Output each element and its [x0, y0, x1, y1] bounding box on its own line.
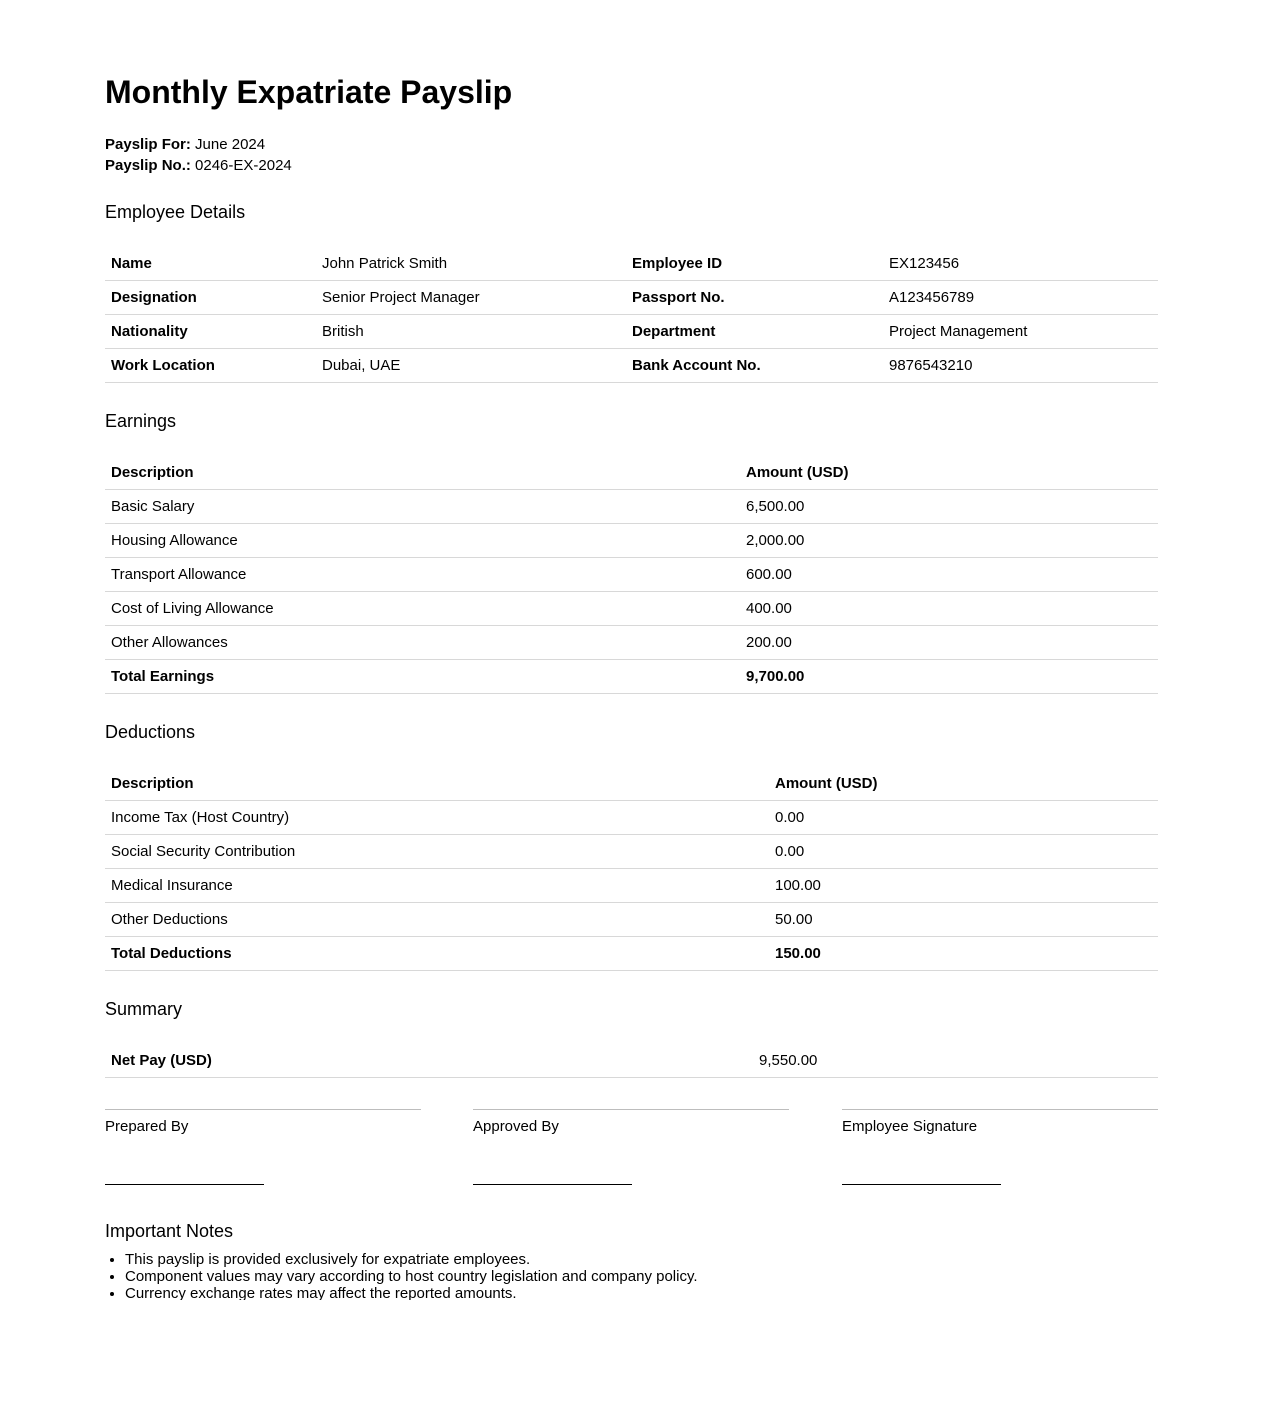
summary-heading: Summary [105, 999, 183, 1019]
field-value: EX123456 [883, 247, 1158, 281]
earning-description: Cost of Living Allowance [105, 592, 740, 626]
total-row [105, 937, 1158, 971]
employee-signature-line [842, 1184, 1001, 1185]
payslip-no-value: 0246-EX-2024 [195, 157, 292, 174]
earning-description: Transport Allowance [105, 558, 740, 592]
field-label: Work Location [105, 349, 316, 383]
deduction-description: Other Deductions [105, 903, 769, 937]
approved-by-block [473, 1109, 789, 1135]
deductions-heading: Deductions [105, 722, 196, 742]
field-label: Nationality [105, 315, 316, 349]
total-row [105, 660, 1158, 694]
payslip-for-label: Payslip For: [105, 136, 191, 153]
earnings-table [105, 456, 1158, 694]
table-row [105, 247, 1158, 281]
employee-signature-block [842, 1109, 1158, 1135]
table-row [105, 626, 1158, 660]
note-item: • Component values may vary according to host country legislation and company policy. [125, 1268, 825, 1285]
prepared-by-label: Prepared By [105, 1118, 189, 1135]
table-row [105, 835, 1158, 869]
field-value: A123456789 [883, 281, 1158, 315]
payslip-no-label: Payslip No.: [105, 157, 191, 174]
field-label: Designation [105, 281, 316, 315]
field-value: 9876543210 [883, 349, 1158, 383]
table-header-row [105, 767, 1158, 801]
field-value: Senior Project Manager [316, 281, 626, 315]
employee-signature-label: Employee Signature [842, 1118, 978, 1135]
note-item: • This payslip is provided exclusively for expatriate employees. [125, 1251, 825, 1268]
approved-by-signature-line [473, 1184, 632, 1185]
table-row [105, 903, 1158, 937]
table-row [105, 869, 1158, 903]
net-pay-label: Net Pay (USD) [105, 1044, 753, 1078]
page-title: Monthly Expatriate Payslip [105, 74, 513, 110]
deduction-amount: 0.00 [769, 801, 1158, 835]
net-pay-value: 9,550.00 [753, 1044, 1158, 1078]
total-deductions-label: Total Deductions [105, 937, 769, 971]
payslip-meta [105, 134, 292, 176]
table-row [105, 349, 1158, 383]
earning-description: Basic Salary [105, 490, 740, 524]
field-value: Project Management [883, 315, 1158, 349]
earning-amount: 6,500.00 [740, 490, 1158, 524]
total-earnings-label: Total Earnings [105, 660, 740, 694]
field-label: Name [105, 247, 316, 281]
table-row [105, 281, 1158, 315]
field-label: Passport No. [626, 281, 883, 315]
note-item: • Currency exchange rates may affect the reported amounts. [125, 1285, 825, 1300]
earning-description: Housing Allowance [105, 524, 740, 558]
deduction-amount: 0.00 [769, 835, 1158, 869]
deduction-amount: 100.00 [769, 869, 1158, 903]
field-value: Dubai, UAE [316, 349, 626, 383]
payslip-for-row [105, 134, 292, 155]
earning-amount: 200.00 [740, 626, 1158, 660]
field-value: John Patrick Smith [316, 247, 626, 281]
earning-amount: 2,000.00 [740, 524, 1158, 558]
column-header-description: Description [105, 456, 740, 490]
field-label: Department [626, 315, 883, 349]
earnings-heading: Earnings [105, 411, 177, 431]
table-row [105, 524, 1158, 558]
deduction-amount: 50.00 [769, 903, 1158, 937]
earning-description: Other Allowances [105, 626, 740, 660]
field-label: Employee ID [626, 247, 883, 281]
column-header-amount: Amount (USD) [740, 456, 1158, 490]
employee-details-heading: Employee Details [105, 202, 246, 222]
field-label: Bank Account No. [626, 349, 883, 383]
prepared-by-signature-line [105, 1184, 264, 1185]
prepared-by-block [105, 1109, 421, 1135]
table-row [105, 315, 1158, 349]
column-header-description: Description [105, 767, 769, 801]
earning-amount: 600.00 [740, 558, 1158, 592]
important-notes-heading: Important Notes [105, 1221, 234, 1241]
deduction-description: Income Tax (Host Country) [105, 801, 769, 835]
approved-by-label: Approved By [473, 1118, 559, 1135]
payslip-for-value: June 2024 [195, 136, 266, 153]
total-deductions-amount: 150.00 [769, 937, 1158, 971]
table-row [105, 558, 1158, 592]
deduction-description: Social Security Contribution [105, 835, 769, 869]
table-row [105, 801, 1158, 835]
net-pay-row [105, 1044, 1158, 1078]
column-header-amount: Amount (USD) [769, 767, 1158, 801]
earning-amount: 400.00 [740, 592, 1158, 626]
deduction-description: Medical Insurance [105, 869, 769, 903]
total-earnings-amount: 9,700.00 [740, 660, 1158, 694]
table-row [105, 490, 1158, 524]
table-row [105, 592, 1158, 626]
summary-table [105, 1044, 1158, 1078]
field-value: British [316, 315, 626, 349]
payslip-no-row [105, 155, 292, 176]
notes-list [105, 1251, 825, 1300]
deductions-table [105, 767, 1158, 971]
table-header-row [105, 456, 1158, 490]
employee-details-table [105, 247, 1158, 383]
